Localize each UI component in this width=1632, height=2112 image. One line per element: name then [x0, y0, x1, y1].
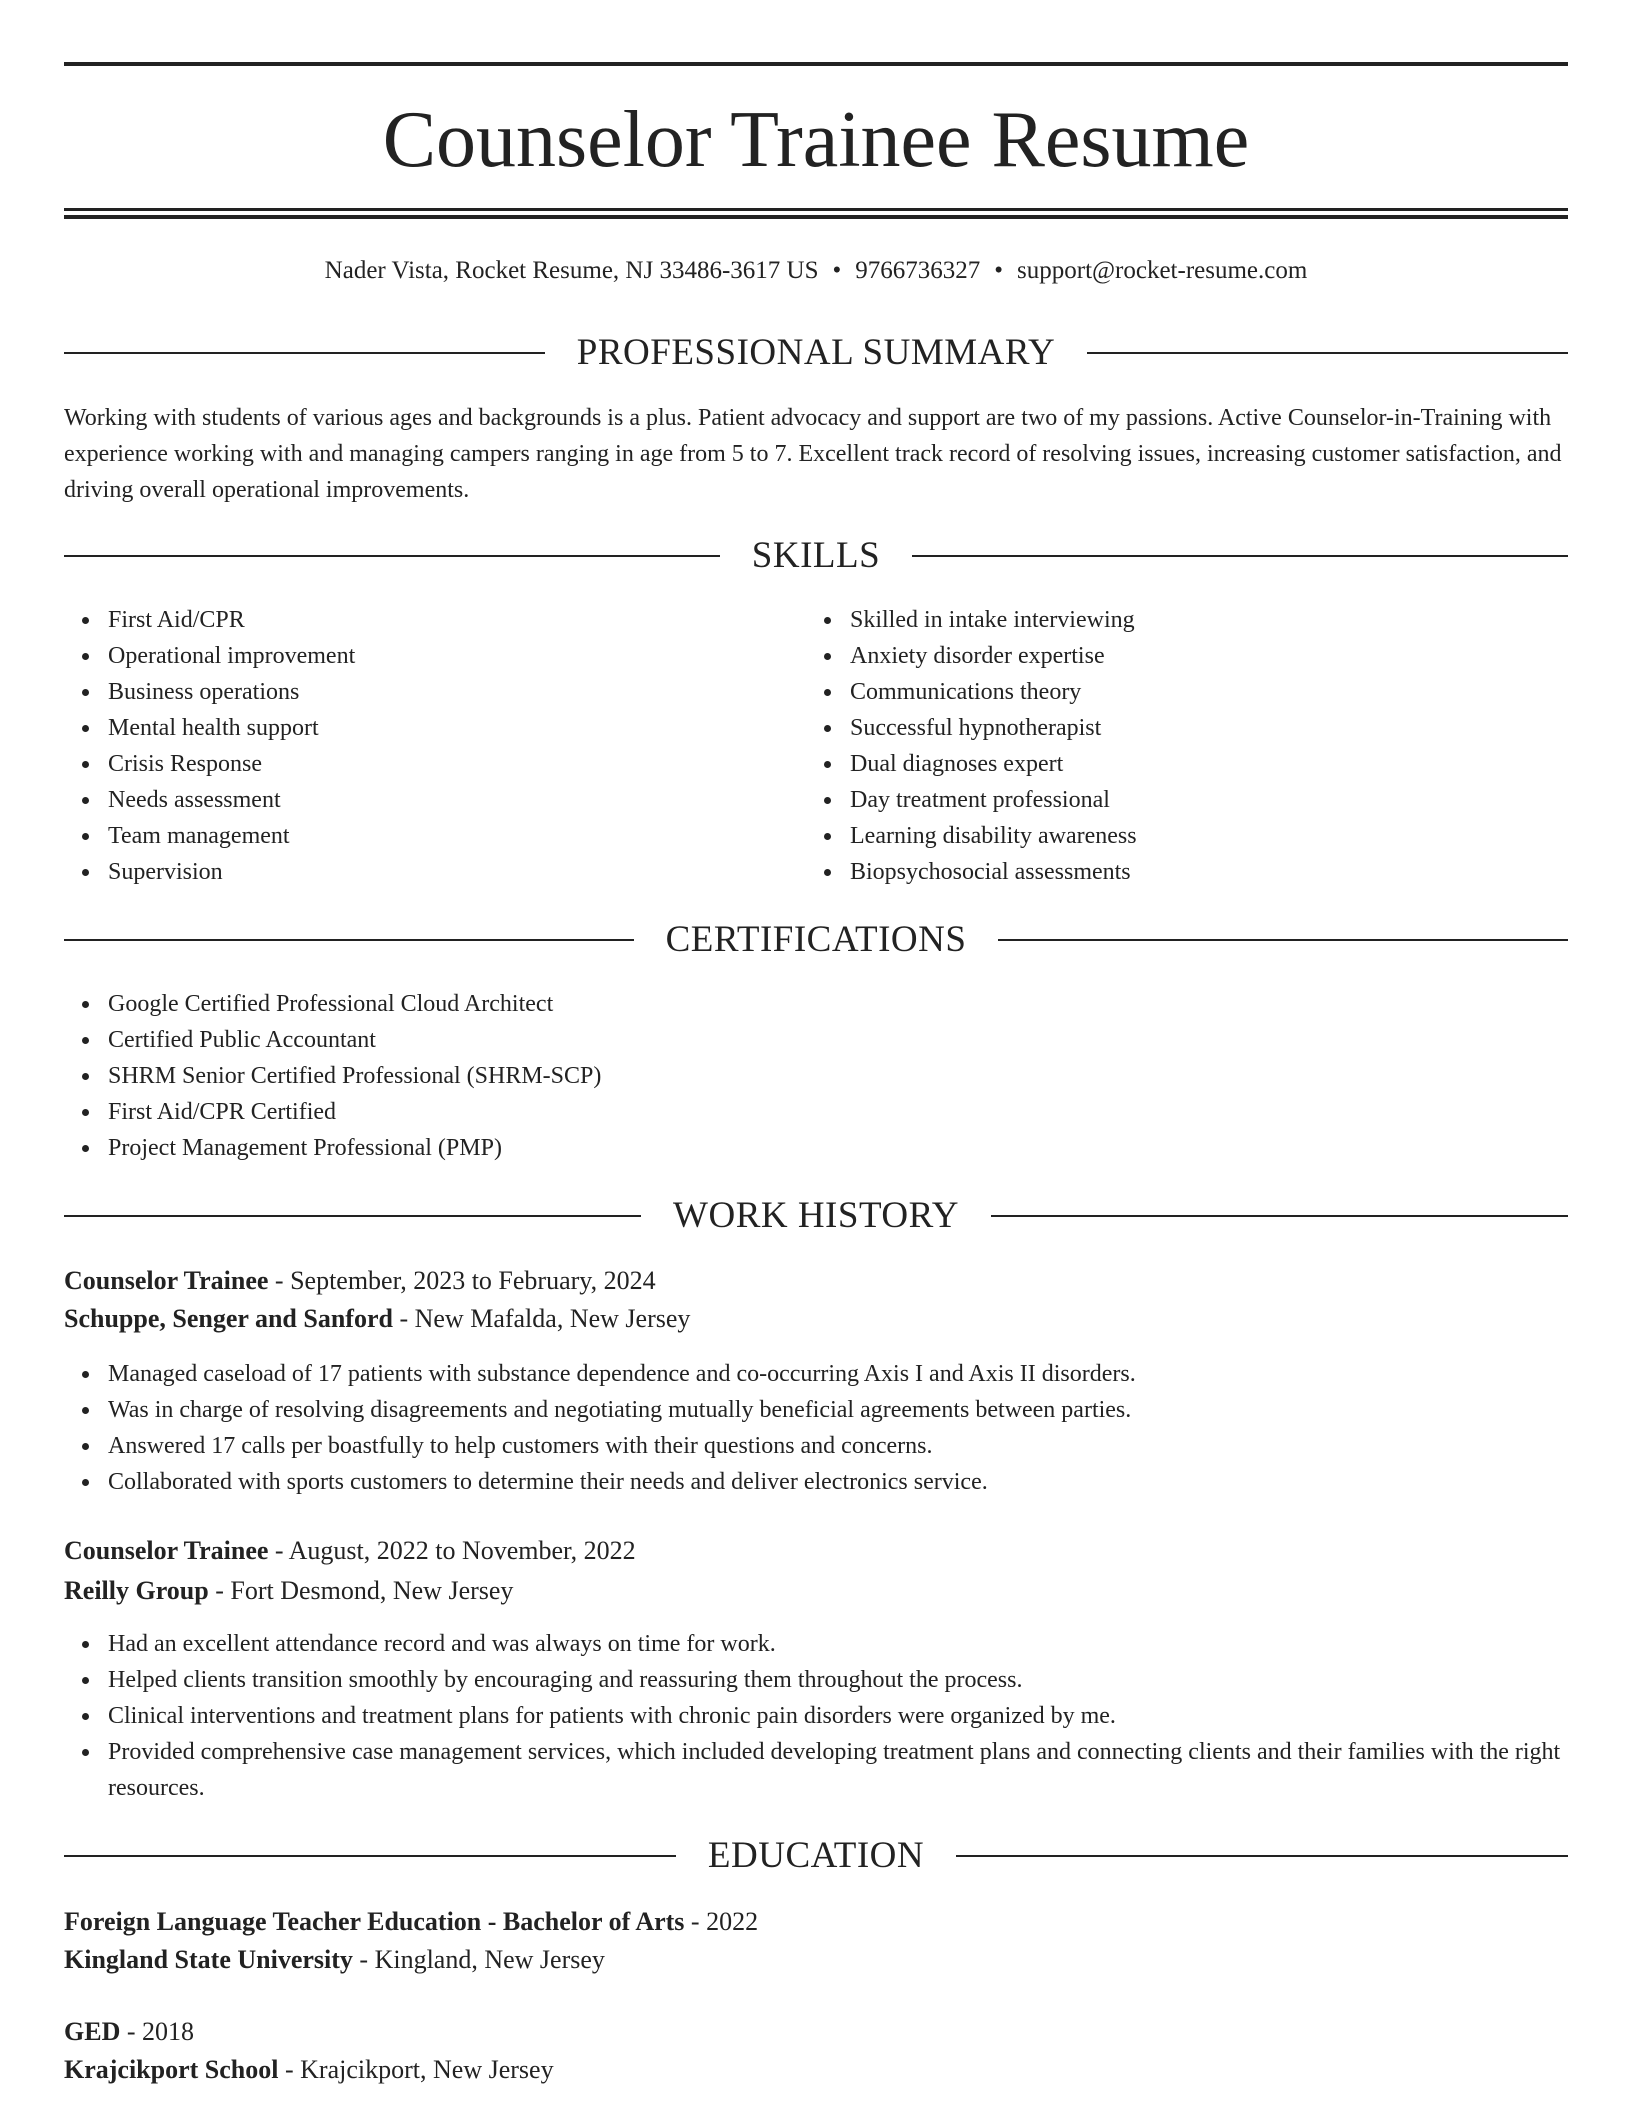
skill-item: Communications theory	[850, 674, 1550, 710]
job-dates: - August, 2022 to November, 2022	[268, 1536, 636, 1565]
job-title-line	[64, 1262, 1568, 1300]
education-degree: GED	[64, 2017, 121, 2046]
skill-item: Business operations	[108, 674, 808, 710]
section-heading-skills	[64, 534, 1568, 578]
section-heading-work-history	[64, 1194, 1568, 1238]
skill-item: Successful hypnotherapist	[850, 710, 1550, 746]
top-rule	[64, 62, 1568, 66]
heading-rule	[64, 1855, 676, 1857]
education-location: - Kingland, New Jersey	[352, 1945, 605, 1974]
education-school-line	[64, 1941, 1568, 1979]
skills-list-left	[64, 602, 808, 890]
skill-item: Anxiety disorder expertise	[850, 638, 1550, 674]
job-bullet: Had an excellent attendance record and was always on time for work.	[108, 1626, 1568, 1662]
heading-rule	[64, 555, 720, 557]
job-title-line	[64, 1532, 1568, 1570]
section-title: WORK HISTORY	[673, 1195, 959, 1236]
job-company: Schuppe, Senger and Sanford	[64, 1304, 393, 1333]
title-rule-upper	[64, 208, 1568, 211]
job-bullet: Helped clients transition smoothly by encouraging and reassuring them throughout the process.	[108, 1662, 1568, 1698]
contact-separator: •	[832, 257, 842, 284]
section-title: CERTIFICATIONS	[665, 919, 967, 960]
skill-item: Day treatment professional	[850, 782, 1550, 818]
heading-rule	[956, 1855, 1568, 1857]
heading-rule	[912, 555, 1568, 557]
skill-item: Supervision	[108, 854, 808, 890]
heading-rule	[998, 939, 1568, 941]
certification-item: First Aid/CPR Certified	[108, 1094, 1508, 1130]
job-dates: - September, 2023 to February, 2024	[268, 1266, 656, 1295]
job-bullets	[64, 1356, 1568, 1500]
section-title: SKILLS	[751, 535, 881, 576]
job-bullet: Clinical interventions and treatment plans for patients with chronic pain disorders were organized by me.	[108, 1698, 1568, 1734]
job-bullet: Provided comprehensive case management services, which included developing treatment plans and connecting clients and their families with the right resources.	[108, 1734, 1568, 1806]
education-location: - Krajcikport, New Jersey	[278, 2055, 554, 2084]
job-bullet: Managed caseload of 17 patients with substance dependence and co-occurring Axis I and Axis II disorders.	[108, 1356, 1568, 1392]
skill-item: Skilled in intake interviewing	[850, 602, 1550, 638]
education-year: - 2022	[684, 1907, 759, 1936]
job-company-line	[64, 1300, 1568, 1338]
summary-text: Working with students of various ages and backgrounds is a plus. Patient advocacy and support are two of my passions. Active Counselor-in-Training with experience working with and managing campers ranging in age from 5 to 7. Excellent track record of resolving issues, increasing customer satisfaction, and driving overall operational improvements.	[64, 405, 1562, 503]
section-heading-summary	[64, 331, 1568, 375]
heading-rule	[64, 1215, 641, 1217]
job-company-line	[64, 1572, 1568, 1610]
section-title: PROFESSIONAL SUMMARY	[576, 332, 1056, 373]
education-degree-line	[64, 2013, 1568, 2051]
skill-item: Mental health support	[108, 710, 808, 746]
education-degree-line	[64, 1903, 1568, 1941]
skill-item: Biopsychosocial assessments	[850, 854, 1550, 890]
skill-item: First Aid/CPR	[108, 602, 808, 638]
skill-item: Dual diagnoses expert	[850, 746, 1550, 782]
job-bullets	[64, 1626, 1568, 1806]
skill-item: Learning disability awareness	[850, 818, 1550, 854]
contact-line	[64, 254, 1568, 288]
heading-rule	[1087, 352, 1568, 354]
job-bullet: Collaborated with sports customers to determine their needs and deliver electronics service.	[108, 1464, 1568, 1500]
heading-rule	[64, 939, 634, 941]
heading-rule	[991, 1215, 1568, 1217]
section-title: EDUCATION	[707, 1835, 925, 1876]
resume-title: Counselor Trainee Resume	[382, 96, 1250, 184]
contact-separator: •	[994, 257, 1004, 284]
contact-address: Nader Vista, Rocket Resume, NJ 33486-3617 US	[324, 257, 819, 284]
job-company: Reilly Group	[64, 1576, 209, 1605]
education-school-line	[64, 2051, 1568, 2089]
job-bullet: Answered 17 calls per boastfully to help customers with their questions and concerns.	[108, 1428, 1568, 1464]
job-role: Counselor Trainee	[64, 1266, 269, 1295]
job-location: - Fort Desmond, New Jersey	[208, 1576, 514, 1605]
heading-rule	[64, 352, 545, 354]
skill-item: Team management	[108, 818, 808, 854]
contact-phone: 9766736327	[855, 257, 981, 284]
section-heading-certifications	[64, 918, 1568, 962]
skills-list-right	[806, 602, 1550, 890]
education-school: Krajcikport School	[64, 2055, 279, 2084]
job-bullet: Was in charge of resolving disagreements and negotiating mutually beneficial agreements between parties.	[108, 1392, 1568, 1428]
job-location: - New Mafalda, New Jersey	[392, 1304, 691, 1333]
section-heading-education	[64, 1834, 1568, 1878]
certification-item: SHRM Senior Certified Professional (SHRM-SCP)	[108, 1058, 1508, 1094]
education-degree: Foreign Language Teacher Education - Bachelor of Arts	[64, 1907, 685, 1936]
certification-item: Project Management Professional (PMP)	[108, 1130, 1508, 1166]
job-role: Counselor Trainee	[64, 1536, 269, 1565]
education-year: - 2018	[120, 2017, 195, 2046]
education-school: Kingland State University	[64, 1945, 353, 1974]
contact-email: support@rocket-resume.com	[1017, 257, 1308, 284]
certification-item: Google Certified Professional Cloud Architect	[108, 986, 1508, 1022]
certifications-list	[64, 986, 1508, 1166]
skill-item: Crisis Response	[108, 746, 808, 782]
certification-item: Certified Public Accountant	[108, 1022, 1508, 1058]
skill-item: Operational improvement	[108, 638, 808, 674]
skill-item: Needs assessment	[108, 782, 808, 818]
title-rule-lower	[64, 215, 1568, 219]
